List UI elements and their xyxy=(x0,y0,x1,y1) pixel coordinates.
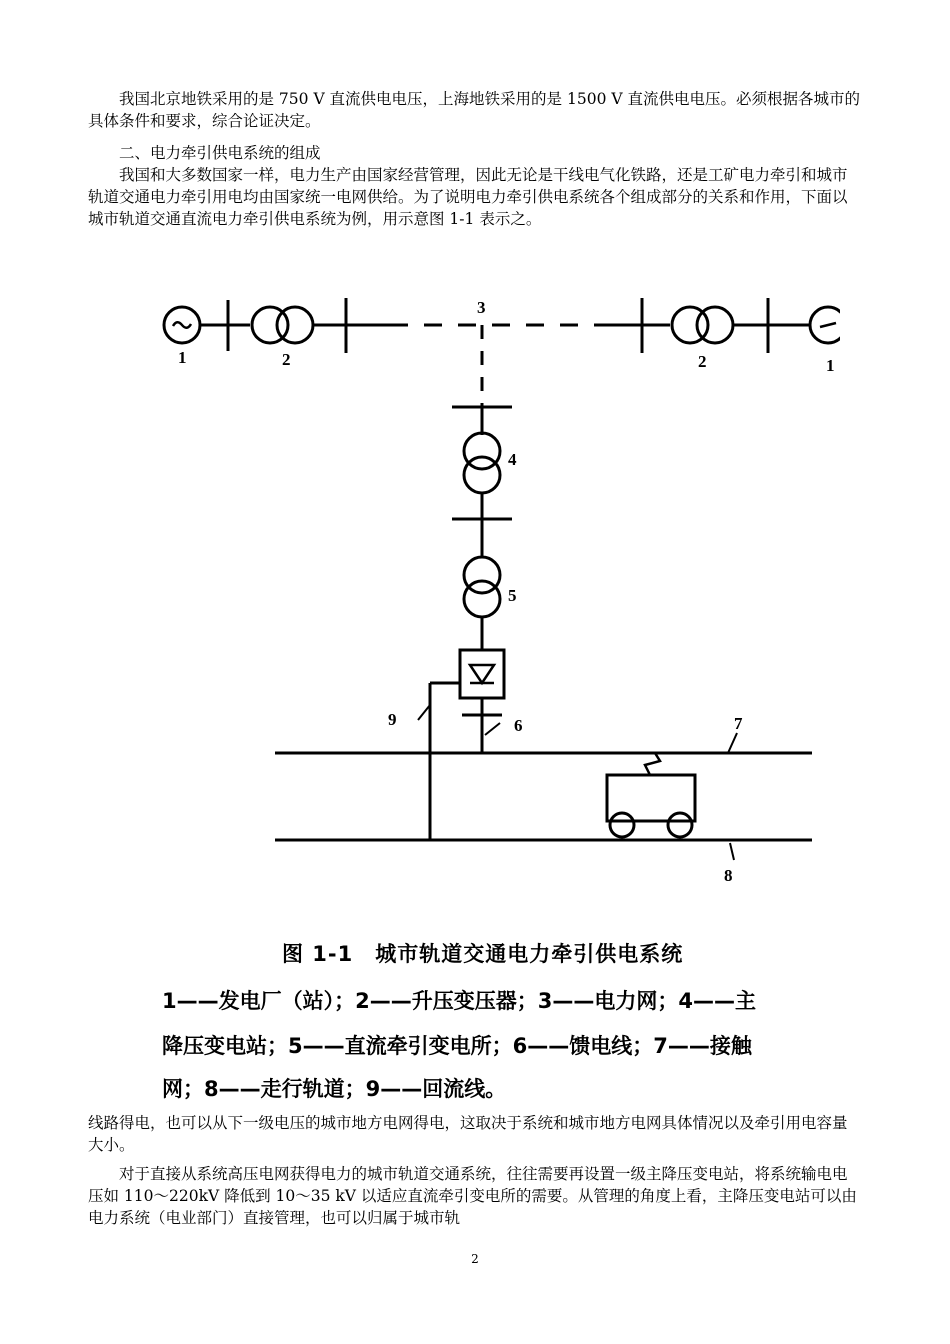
label-running-rail: 8 xyxy=(724,866,733,885)
label-main-substation: 4 xyxy=(508,450,517,469)
label-generator-right: 1 xyxy=(826,356,835,375)
label-transformer-right: 2 xyxy=(698,352,707,371)
transformer-left-b-icon xyxy=(277,307,313,343)
traction-power-supply-diagram xyxy=(140,295,840,895)
figure-legend-line-1: 1——发电厂（站）；2——升压变压器；3——电力网；4——主 xyxy=(162,989,756,1013)
label-generator-left: 1 xyxy=(178,348,187,367)
page-number: 2 xyxy=(471,1252,479,1266)
traction-transformer-b-icon xyxy=(464,581,500,617)
paragraph-voltage: 我国北京地铁采用的是 750 V 直流供电电压，上海地铁采用的是 1500 V 直流供电电压。必须根据各城市的具体条件和要求，综合论证决定。 xyxy=(88,90,860,130)
figure-legend-line-2: 降压变电站；5——直流牵引变电所；6——馈电线；7——接触 xyxy=(162,1034,752,1058)
figure-legend-line-3: 网；8——走行轨道；9——回流线。 xyxy=(162,1077,507,1101)
paragraph-composition: 我国和大多数国家一样，电力生产由国家经营管理，因此无论是干线电气化铁路，还是工矿电力牵引和城市轨道交通电力牵引用电均由国家统一电网供给。为了说明电力牵引供电系统各个组成部分的关系和作用，下面以城市轨道交通直流电力牵引供电系统为例，用示意图 1-1 表示之。 xyxy=(88,166,848,228)
transformer-right-b-icon xyxy=(697,307,733,343)
train-wheel-right-icon xyxy=(668,813,692,837)
figure-caption: 图 1-1 城市轨道交通电力牵引供电系统 xyxy=(282,942,684,966)
paragraph-continuation: 线路得电，也可以从下一级电压的城市地方电网得电，这取决于系统和城市地方电网具体情况以及牵引用电容量大小。 xyxy=(88,1114,848,1154)
main-step-down-transformer-b-icon xyxy=(464,457,500,493)
label-network: 3 xyxy=(477,298,486,317)
train-wheel-left-icon xyxy=(610,813,634,837)
label-transformer-left: 2 xyxy=(282,350,291,369)
rectifier-icon xyxy=(460,650,504,698)
paragraph-main-substation: 对于直接从系统高压电网获得电力的城市轨道交通系统，往往需要再设置一级主降压变电站，将系统输电电压如 110～220kV 降低到 10～35 kV 以适应直流牵引变电所的需要。从管理的角度上看，主降压变电站可以由电力系统（电业部门）直接管理，也可以归属于城市轨 xyxy=(88,1165,857,1227)
label-feeder: 6 xyxy=(514,716,523,735)
label-traction-substation: 5 xyxy=(508,586,517,605)
pantograph-icon xyxy=(645,753,660,775)
label-return-line: 9 xyxy=(388,710,397,729)
section-heading: 二、电力牵引供电系统的组成 xyxy=(119,144,321,162)
label-contact-network: 7 xyxy=(734,714,743,733)
